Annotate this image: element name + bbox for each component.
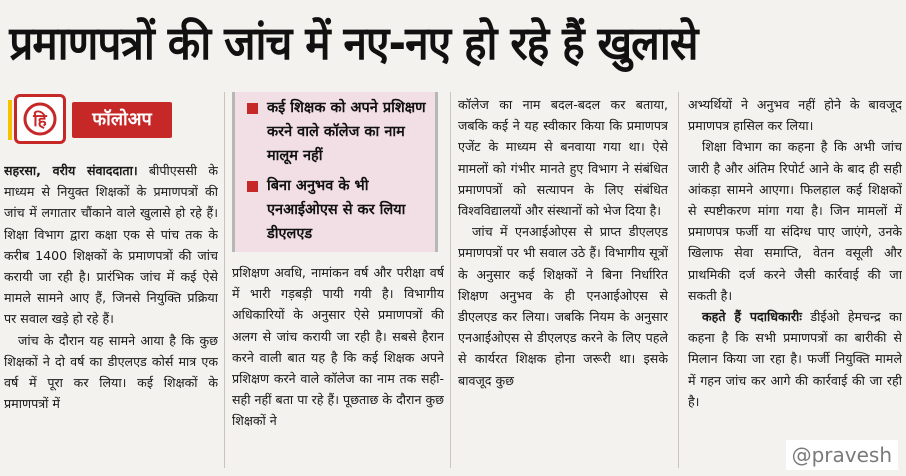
col2-paragraph: प्रशिक्षण अवधि, नामांकन वर्ष और परीक्षा वर्ष में भारी गड़बड़ी पायी गयी है। विभागीय अधिकारियों के अनुसार ऐसे प्रमाणपत्रों की अलग से जांच करायी जा रही है। सबसे हैरान करने वाली बात यह है कि कई शिक्षक अपने प्रशिक्षण करने वाले कॉलेज का नाम तक सही-सही नहीं बता पा रहे हैं। पूछताछ के दौरान कुछ शिक्षकों ने [232, 265, 444, 429]
officials-lead: कहते हैं पदाधिकारीः [702, 309, 802, 325]
col4-paragraph: डीईओ हेमचन्द्र का कहना है कि सभी प्रमाणपत्रों का बारीकी से मिलान किया जा रहा है। फर्जी नियुक्ति मामले में गहन जांच कर आगे की कार्रवाई की जा रही है। [688, 309, 902, 409]
highlight-item [245, 96, 429, 168]
col3-paragraph: जांच में एनआईओएस से प्राप्त डीएलएड प्रमाणपत्रों पर भी सवाल उठे हैं। विभागीय सूत्रों के अनुसार कई शिक्षकों ने बिना निर्धारित शिक्षण अनुभव के ही एनआईओएस से डीएलएड कर लिया। जबकि नियम के अनुसार एनआईओएस से डीएलएड करने के लिए पहले से कार्यरत शिक्षक होना जरूरी था। इसके बावजूद कुछ [458, 224, 668, 388]
highlight-item [245, 174, 429, 246]
brand-logo-glyph: हि [33, 111, 47, 131]
article-column-2 [232, 262, 444, 470]
highlight-text: बिना अनुभव के भी एनआईओएस से कर लिया डीएलएड [267, 178, 406, 242]
col3-paragraph: कॉलेज का नाम बदल-बदल कर बताया, जबकि कई ने यह स्वीकार किया कि प्रमाणपत्र एजेंट के माध्यम से बनवाया गया था। ऐसे मामलों को गंभीर मानते हुए विभाग ने संबंधित प्रमाणपत्रों को सत्यापन के लिए संबंधित विश्वविद्यालयों और संस्थानों को भेज दिया है। [458, 97, 668, 219]
col1-paragraph: जांच के दौरान यह सामने आया है कि कुछ शिक्षकों ने दो वर्ष का डीएलएड कोर्स मात्र एक वर्ष में पूरा कर लिया। कई शिक्षकों के प्रमाणपत्रों में [4, 332, 218, 412]
article-column-1 [4, 160, 218, 470]
hindustan-logo [14, 94, 66, 144]
col4-paragraph: अभ्यर्थियों ने अनुभव नहीं होने के बावजूद प्रमाणपत्र हासिल कर लिया। [688, 97, 902, 134]
followup-accent-bar [8, 100, 12, 140]
dateline: सहरसा, वरीय संवाददाता। [4, 163, 138, 178]
column-divider [224, 92, 225, 468]
square-bullet-icon [247, 103, 258, 114]
highlight-text: कई शिक्षक को अपने प्रशिक्षण करने वाले कॉलेज का नाम मालूम नहीं [267, 100, 426, 164]
article-column-3 [458, 94, 668, 470]
followup-label: फॉलोअप [72, 102, 172, 138]
square-bullet-icon [247, 181, 258, 192]
article-column-4 [688, 94, 902, 470]
column-divider [678, 92, 679, 468]
col4-paragraph: शिक्षा विभाग का कहना है कि अभी जांच जारी है और अंतिम रिपोर्ट आने के बाद ही सही आंकड़ा सामने आएगा। फिलहाल कई शिक्षकों से स्पष्टीकरण मांगा गया है। जिन मामलों में प्रमाणपत्र फर्जी या संदिग्ध पाए जाएंगे, उनके खिलाफ सेवा समाप्ति, वेतन वसूली और प्राथमिकी दर्ज करने जैसी कार्रवाई की जा सकती है। [688, 139, 902, 303]
col1-paragraph: बीपीएससी के माध्यम से नियुक्त शिक्षकों के प्रमाणपत्रों की जांच में लगातार चौंकाने वाले खुलासे हो रहे हैं। शिक्षा विभाग द्वारा कक्षा एक से पांच तक के करीब 1400 शिक्षकों के प्रमाणपत्रों की जांच करायी जा रही है। प्रारंभिक जांच में कई ऐसे मामले सामने आए हैं, जिनसे नियुक्ति प्रक्रिया पर सवाल खड़े हो रहे हैं। [4, 163, 218, 327]
brand-logo-icon [23, 101, 57, 137]
followup-tag [8, 94, 234, 146]
highlights-box [232, 92, 438, 252]
column-divider [450, 92, 451, 468]
headline: प्रमाणपत्रों की जांच में नए-नए हो रहे हैं खुलासे [9, 16, 698, 70]
watermark: @pravesh [786, 440, 898, 470]
